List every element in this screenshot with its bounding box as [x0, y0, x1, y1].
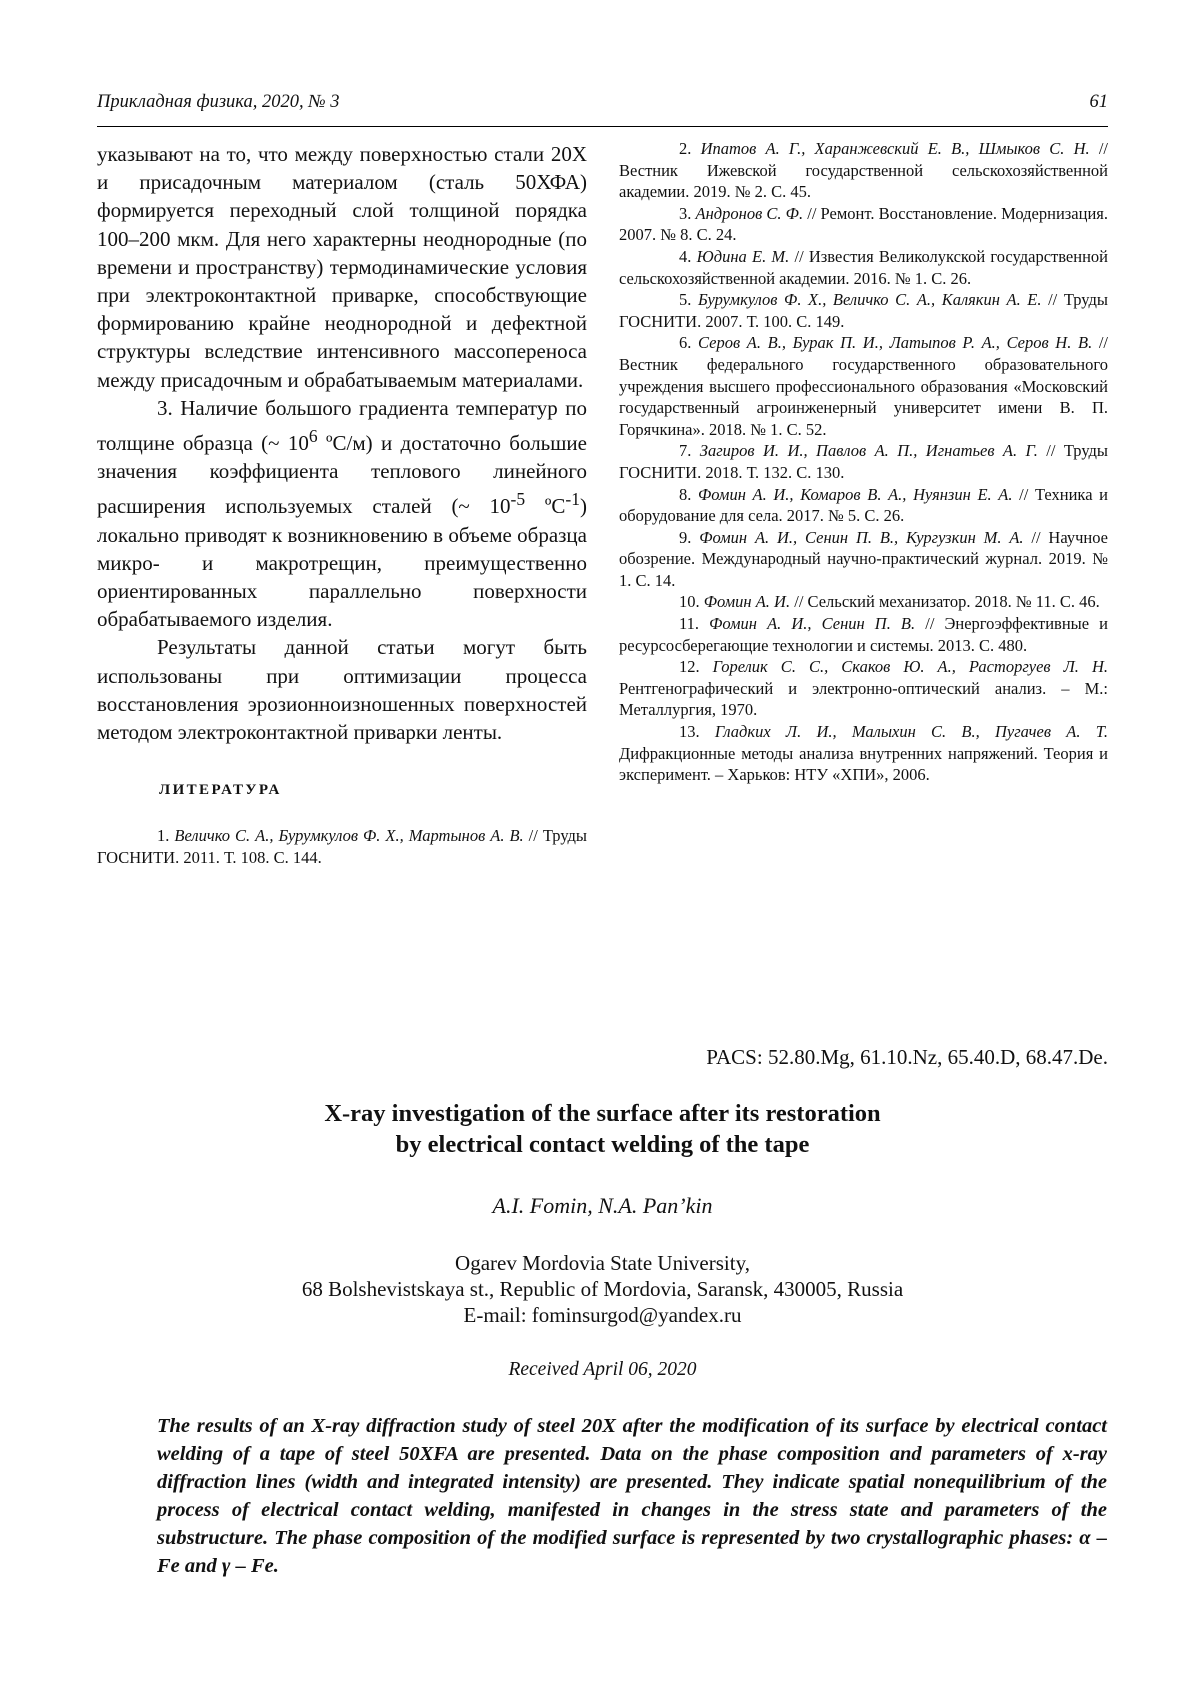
literature-heading: ЛИТЕРАТУРА	[159, 782, 282, 799]
reference-item: 4. Юдина Е. М. // Известия Великолукской государственной сельскохозяйственной академии. 2016. № 1. С. 26.	[619, 246, 1108, 288]
reference-item: 5. Бурумкулов Ф. Х., Величко С. А., Калякин А. Е. // Труды ГОСНИТИ. 2007. Т. 100. С. 149.	[619, 290, 1109, 331]
body-paragraph: 3. Наличие большого градиента температур по толщине образца (~ $10^6$ ºС/м) и достаточно большие значения коэффициента теплового линейного расширения используемых сталей (~ $10^{-5}$ ºС$^{-1}$) локально приводят к возникновению в объеме образца микро- и макротрещин, преимущественно ориентированных параллельно поверхности обрабатываемого изделия.	[97, 395, 587, 632]
reference-list	[619, 138, 1108, 786]
left-column	[97, 140, 587, 868]
journal-title: Прикладная физика, 2020, № 3	[97, 92, 340, 112]
english-authors: A.I. Fomin, N.A. Pan’kin	[492, 1193, 713, 1218]
reference-item: 3. Андронов С. Ф. // Ремонт. Восстановление. Модернизация. 2007. № 8. С. 24.	[619, 203, 1109, 245]
reference-item: 8. Фомин А. И., Комаров В. А., Нуянзин Е. А. // Техника и оборудование для села. 2017. № 5. С. 26.	[619, 484, 1109, 526]
reference-item: 1. Величко С. А., Бурумкулов Ф. Х., Мартынов А. В. // Труды ГОСНИТИ. 2011. Т. 108. С. 144.	[97, 826, 588, 867]
reference-item: 12. Горелик С. С., Скаков Ю. А., Расторгуев Л. Н. Рентгенографический и электронно-оптический анализ. – М.: Металлургия, 1970.	[619, 657, 1109, 720]
reference-item: 10. Фомин А. И. // Сельский механизатор. 2018. № 11. С. 46.	[679, 592, 1100, 612]
running-header	[97, 92, 1108, 127]
abstract: The results of an X-ray diffraction study of steel 20X after the modification of its surface by electrical contact welding of a tape of steel 50XFA are presented. Data on the phase composition and parameters of x-ray diffraction lines (width and integrated intensity) are presented. They indicate spatial nonequilibrium of the process of electrical contact welding, manifested in changes in the stress state and parameters of the substructure. The phase composition of the modified surface is represented by two crystallographic phases: α – Fe and γ – Fe.	[157, 1415, 1107, 1577]
body-paragraph: указывают на то, что между поверхностью стали 20Х и присадочным материалом (сталь 50ХФА) формируется переходный слой толщиной порядка 100–200 мкм. Для него характерны неоднородные (по времени и пространству) термодинамические условия при электроконтактной приварке, способствующие формированию крайне неоднородной и дефектной структуры вследствие интенсивного массопереноса между присадочным и обрабатываемым материалами.	[97, 142, 587, 392]
page-number: 61	[1089, 92, 1108, 112]
email: E-mail: fominsurgod@yandex.ru	[463, 1303, 742, 1327]
reference-item: 6. Серов А. В., Бурак П. И., Латыпов Р. А., Серов Н. В. // Вестник федерального государственного образовательного учреждения высшего профессионального образования «Московский государственный агроинженерный университет имени В. П. Горячкина». 2018. № 1. С. 52.	[619, 333, 1109, 439]
pacs-codes: PACS: 52.80.Mg, 61.10.Nz, 65.40.D, 68.47.De.	[706, 1045, 1108, 1069]
reference-item: 11. Фомин А. И., Сенин П. В. // Энергоэффективные и ресурсосберегающие технологии и системы. 2013. С. 480.	[619, 614, 1108, 655]
body-paragraph: Результаты данной статьи могут быть использованы при оптимизации процесса восстановления эрозионноизношенных поверхностей методом электроконтактной приварки ленты.	[97, 635, 587, 745]
reference-item: 7. Загиров И. И., Павлов А. П., Игнатьев А. Г. // Труды ГОСНИТИ. 2018. Т. 132. С. 130.	[619, 441, 1109, 482]
received-date: Received April 06, 2020	[508, 1359, 697, 1380]
reference-item: 9. Фомин А. И., Сенин П. В., Кургузкин М. А. // Научное обозрение. Международный научно-практический журнал. 2019. № 1. С. 14.	[619, 527, 1108, 590]
reference-item: 13. Гладких Л. И., Малыхин С. В., Пугачев А. Т. Дифракционные методы анализа внутренних напряжений. Теория и эксперимент. – Харьков: НТУ «ХПИ», 2006.	[619, 722, 1108, 785]
english-title: X-ray investigation of the surface after its restoration by electrical contact welding of the tape	[324, 1100, 881, 1158]
affiliation: Ogarev Mordovia State University, 68 Bolshevistskaya st., Republic of Mordovia, Saransk, 430005, Russia E-mail: fominsurgod@yandex.ru	[97, 1250, 1108, 1328]
reference-item: 2. Ипатов А. Г., Харанжевский Е. В., Шмыков С. Н. // Вестник Ижевской государственной сельскохозяйственной академии. 2019. № 2. С. 45.	[619, 139, 1108, 202]
